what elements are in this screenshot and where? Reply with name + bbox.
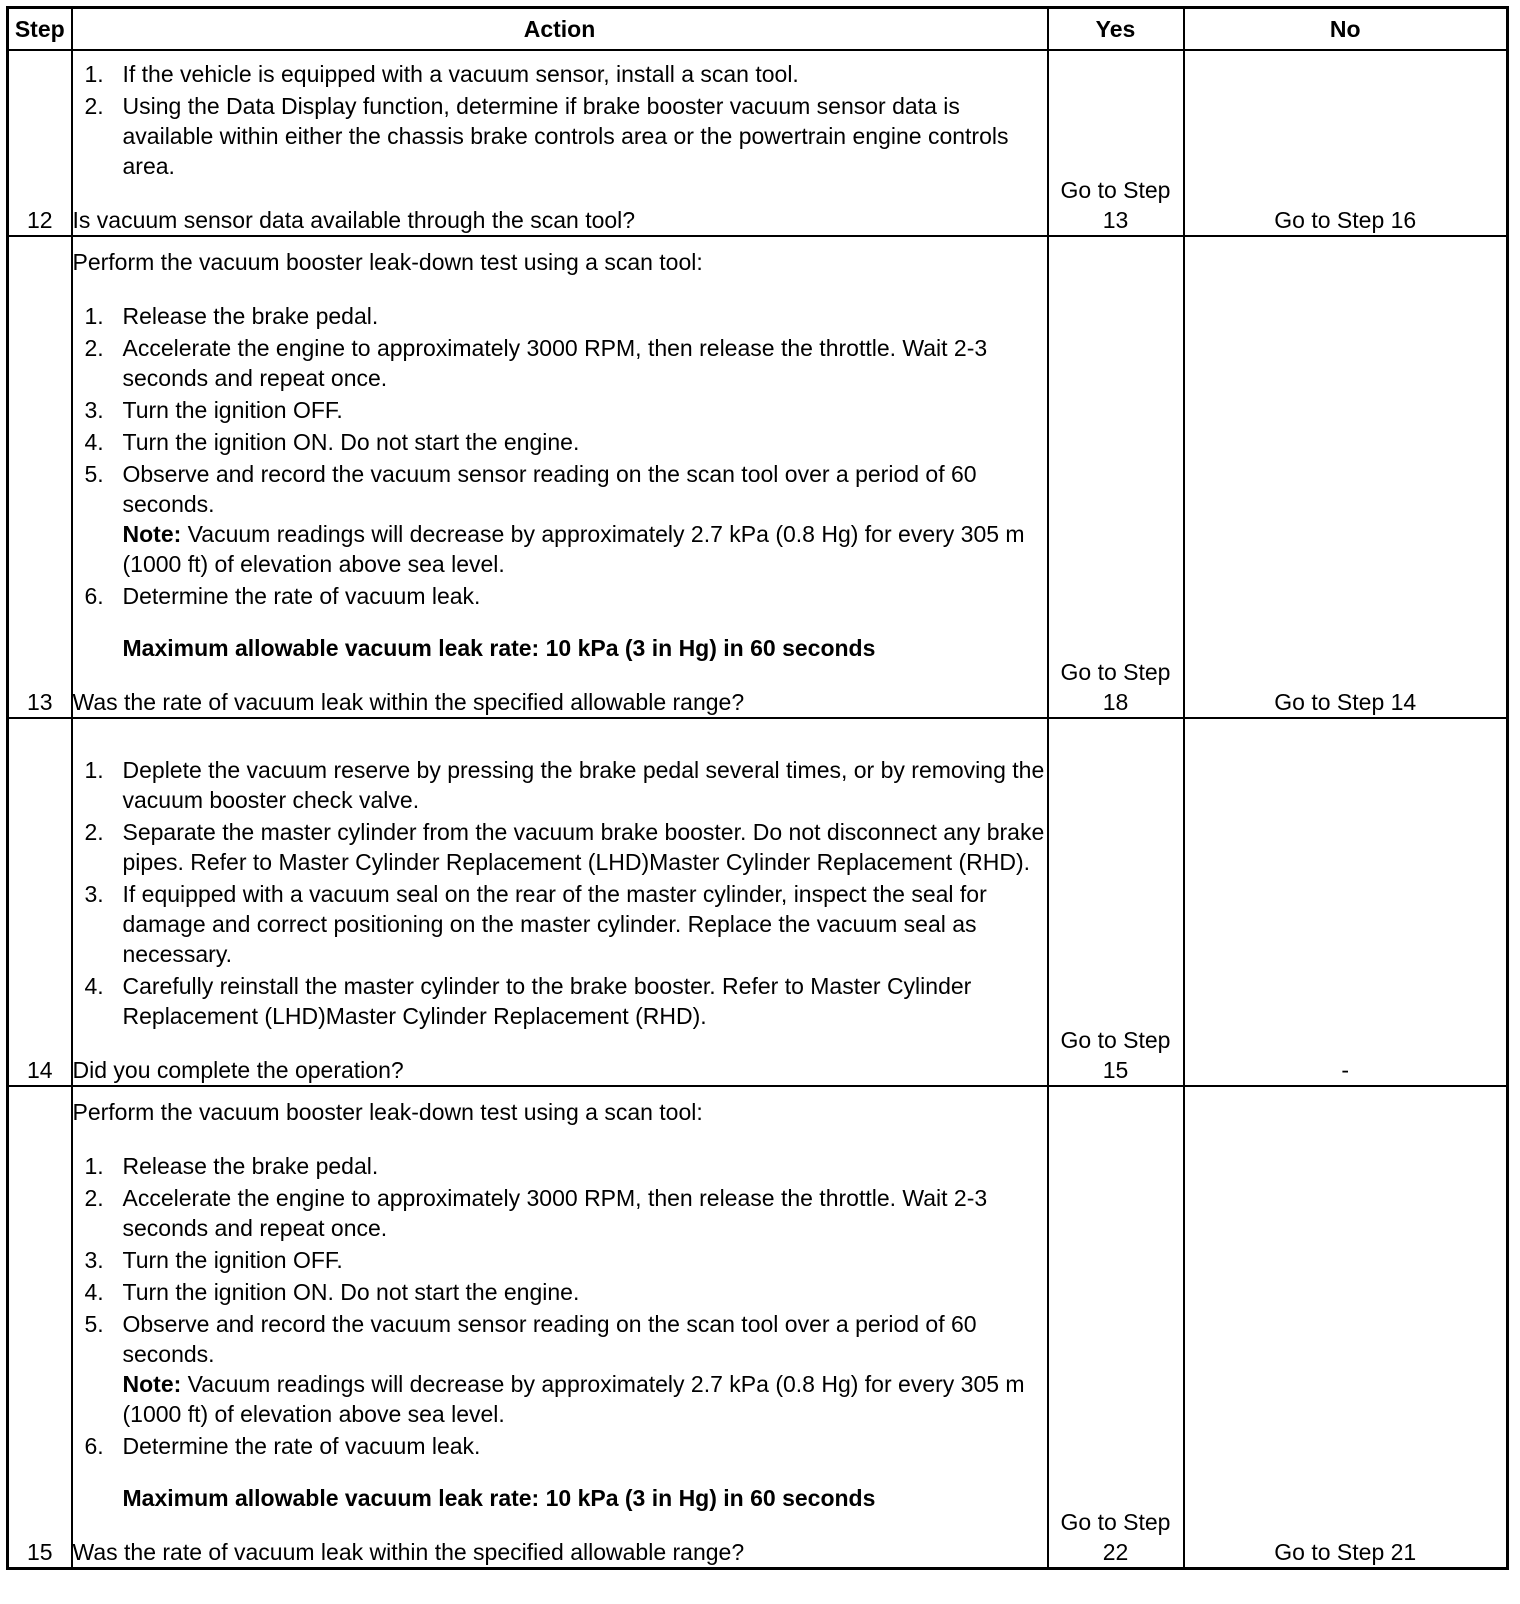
header-step: Step [8,8,72,51]
note-text: Vacuum readings will decrease by approximately 2.7 kPa (0.8 Hg) for every 305 m (1000 ft) of elevation above sea level. [122,1370,1025,1427]
step-intro: Perform the vacuum booster leak-down test using a scan tool: [72,249,703,275]
step-number: 15 [8,1086,72,1568]
substep-list [73,59,1047,181]
substep: 2. Using the Data Display function, determine if brake booster vacuum sensor data is available within either the chassis brake controls area or the powertrain engine controls area. [84,93,1009,179]
substep-list [73,1151,1047,1461]
substep: 5. Observe and record the vacuum sensor reading on the scan tool over a period of 60 seconds. Note: Vacuum readings will decrease by approximately 2.7 kPa (0.8 Hg) for every 305 m (1000 ft) of elevation above sea level. [84,461,1025,577]
note-label: Note: [122,521,182,547]
action-cell [72,236,1048,718]
header-yes: Yes [1048,8,1184,51]
substep: 1. Deplete the vacuum reserve by pressing the brake pedal several times, or by removing the vacuum booster check valve. [84,757,1045,813]
no-result: Go to Step 21 [1184,1086,1508,1568]
substep: 4. Turn the ignition ON. Do not start the engine. [84,429,580,455]
header-action: Action [72,8,1048,51]
substep: 2. Accelerate the engine to approximately 3000 RPM, then release the throttle. Wait 2-3 seconds and repeat once. [84,335,988,391]
yes-result: Go to Step 13 [1048,50,1184,236]
diagnostic-table [6,6,1509,1570]
substep: 1. Release the brake pedal. [84,303,379,329]
substep: 5. Observe and record the vacuum sensor reading on the scan tool over a period of 60 seconds. Note: Vacuum readings will decrease by approximately 2.7 kPa (0.8 Hg) for every 305 m (1000 ft) of elevation above sea level. [84,1310,1025,1427]
substep: 3. Turn the ignition OFF. [84,1246,343,1273]
substep: 4. Turn the ignition ON. Do not start the engine. [84,1278,580,1305]
step-intro: Perform the vacuum booster leak-down test using a scan tool: [72,1098,703,1125]
substep: 2. Accelerate the engine to approximately 3000 RPM, then release the throttle. Wait 2-3 seconds and repeat once. [84,1184,988,1241]
yes-result: Go to Step 15 [1048,718,1184,1086]
header-row [8,8,1508,51]
table-row [8,718,1508,1086]
step-number: 13 [8,236,72,718]
step-question: Was the rate of vacuum leak within the specified allowable range? [72,1538,745,1565]
no-result: Go to Step 16 [1184,50,1508,236]
substep-list [73,301,1047,611]
step-question: Is vacuum sensor data available through the scan tool? [72,207,636,233]
no-result: - [1184,718,1508,1086]
action-cell [72,1086,1048,1568]
action-cell [72,50,1048,236]
note-label: Note: [122,1370,182,1397]
substep: 6. Determine the rate of vacuum leak. [84,583,481,609]
table-row [8,50,1508,236]
spec-text: Maximum allowable vacuum leak rate: 10 kPa (3 in Hg) in 60 seconds [122,635,876,661]
diagnostic-sheet [6,6,1509,1570]
yes-result: Go to Step 22 [1048,1086,1184,1568]
table-row [8,236,1508,718]
step-number: 12 [8,50,72,236]
substep: 2. Separate the master cylinder from the vacuum brake booster. Do not disconnect any brake pipes. Refer to Master Cylinder Replacement (LHD)Master Cylinder Replacement (RHD). [84,819,1045,875]
note-text: Vacuum readings will decrease by approximately 2.7 kPa (0.8 Hg) for every 305 m (1000 ft) of elevation above sea level. [122,521,1025,577]
step-number: 14 [8,718,72,1086]
yes-result: Go to Step 18 [1048,236,1184,718]
substep: 1. Release the brake pedal. [84,1152,379,1179]
step-question: Was the rate of vacuum leak within the specified allowable range? [72,689,745,715]
header-no: No [1184,8,1508,51]
spec-text: Maximum allowable vacuum leak rate: 10 kPa (3 in Hg) in 60 seconds [122,1484,876,1511]
substep: 3. Turn the ignition OFF. [84,397,343,423]
substep: 1. If the vehicle is equipped with a vacuum sensor, install a scan tool. [84,61,799,87]
substep: 3. If equipped with a vacuum seal on the rear of the master cylinder, inspect the seal for damage and correct positioning on the master cylinder. Replace the vacuum seal as necessary. [84,881,987,967]
table-row [8,1086,1508,1568]
step-question: Did you complete the operation? [72,1057,404,1083]
substep: 6. Determine the rate of vacuum leak. [84,1432,481,1459]
no-result: Go to Step 14 [1184,236,1508,718]
substep-list [73,755,1047,1031]
action-cell [72,718,1048,1086]
substep: 4. Carefully reinstall the master cylinder to the brake booster. Refer to Master Cylinder Replacement (LHD)Master Cylinder Replacement (RHD). [84,973,972,1029]
